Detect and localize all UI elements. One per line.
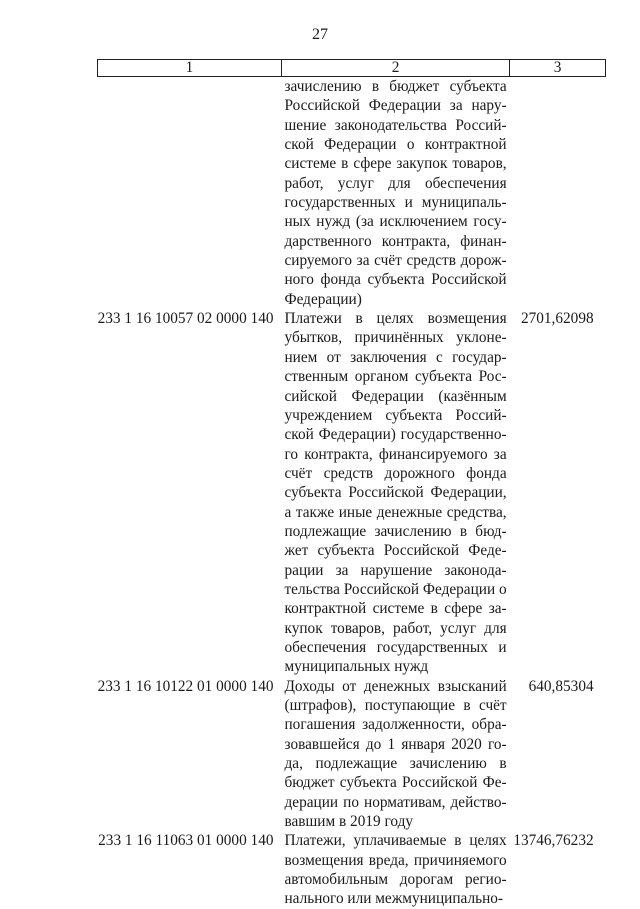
description-line: счёт средств дорожного фонда [284, 464, 507, 482]
table-row [98, 677, 606, 832]
description-line: Доходы от денежных взысканий [284, 677, 507, 695]
description-line: го контракта, финансируемого за [284, 445, 507, 463]
description-line: муниципальных нужд [284, 658, 429, 676]
description-line: учреждением субъекта Россий- [284, 406, 507, 424]
description-line: убытков, причинённых уклоне- [284, 329, 507, 347]
description-line: бюджет субъекта Российской Фе- [284, 774, 507, 792]
description-line: купок товаров, работ, услуг для [284, 619, 507, 637]
description-line: ской Федерации о контрактной [284, 136, 507, 154]
description-line: ственным органом субъекта Рос- [284, 368, 507, 386]
description-line: Платежи, уплачиваемые в целях [284, 832, 507, 850]
description-line: нального или межмуниципально- [284, 890, 504, 908]
revenue-code: 233 1 16 11063 01 0000 140 [98, 832, 274, 850]
description-line: рации за нарушение законода- [284, 561, 507, 579]
budget-revenue-table [97, 59, 606, 909]
description-line: сируемого за счёт средств дорож- [284, 252, 507, 270]
revenue-amount: 2701,62098 [520, 310, 594, 328]
description-line: (штрафов), поступающие в счёт [284, 697, 507, 714]
revenue-code [98, 77, 282, 310]
description-line: ного фонда субъекта Российской [284, 271, 507, 289]
description-line: автомобильным дорогам регио- [284, 871, 507, 889]
description-line: тельства Российской Федерации о [284, 580, 507, 598]
description-line: ской Федерации) государственно- [284, 426, 507, 444]
description-line: сийской Федерации (казённым [284, 387, 507, 405]
description-line: работ, услуг для обеспечения [284, 174, 507, 192]
description-line: зовавшейся до 1 января 2020 го- [284, 735, 507, 753]
table-row [98, 831, 606, 908]
description-line: возмещения вреда, причиняемого [284, 851, 507, 869]
description-line: дарственного контракта, финан- [284, 232, 507, 250]
column-header-2: 2 [282, 60, 510, 77]
revenue-description [282, 831, 510, 908]
description-line: нием от заключения с государ- [284, 348, 507, 366]
description-line: Российской Федерации за нару- [284, 97, 507, 115]
description-line: обеспечения государственных и [284, 638, 507, 656]
revenue-amount: 640,85304 [528, 677, 594, 695]
table-row [98, 77, 606, 310]
description-line: субъекта Российской Федерации, [284, 484, 507, 502]
description-line: а также иные денежные средства, [284, 503, 507, 521]
description-line: подлежащие зачислению в бюд- [284, 522, 507, 540]
table-row [98, 309, 606, 677]
description-line: зачислению в бюджет субъекта [284, 78, 507, 95]
revenue-description [282, 677, 510, 832]
revenue-description [282, 309, 510, 677]
revenue-amount: 13746,76232 [513, 832, 594, 850]
revenue-amount [510, 77, 606, 310]
column-header-1: 1 [98, 60, 282, 77]
description-line: системе в сфере закупок товаров, [284, 155, 507, 173]
description-line: Платежи в целях возмещения [284, 310, 507, 328]
column-header-3: 3 [510, 60, 606, 77]
description-line: да, подлежащие зачислению в [284, 755, 507, 773]
description-line: Федерации) [284, 290, 362, 308]
page-number: 27 [312, 26, 328, 43]
description-line: государственных и муниципаль- [284, 194, 507, 212]
description-line: погашения задолженности, обра- [284, 716, 507, 734]
table-header [98, 60, 606, 77]
description-line: ных нужд (за исключением госу- [284, 213, 507, 231]
description-line: жет субъекта Российской Феде- [284, 542, 507, 560]
revenue-description [282, 77, 510, 310]
description-line: контрактной системе в сфере за- [284, 600, 507, 618]
revenue-code: 233 1 16 10057 02 0000 140 [97, 310, 274, 328]
revenue-code: 233 1 16 10122 01 0000 140 [97, 677, 274, 695]
description-line: шение законодательства Россий- [284, 116, 507, 134]
description-line: вавшим в 2019 году [284, 813, 413, 831]
table-body [98, 77, 606, 909]
description-line: дерации по нормативам, действо- [284, 793, 507, 811]
